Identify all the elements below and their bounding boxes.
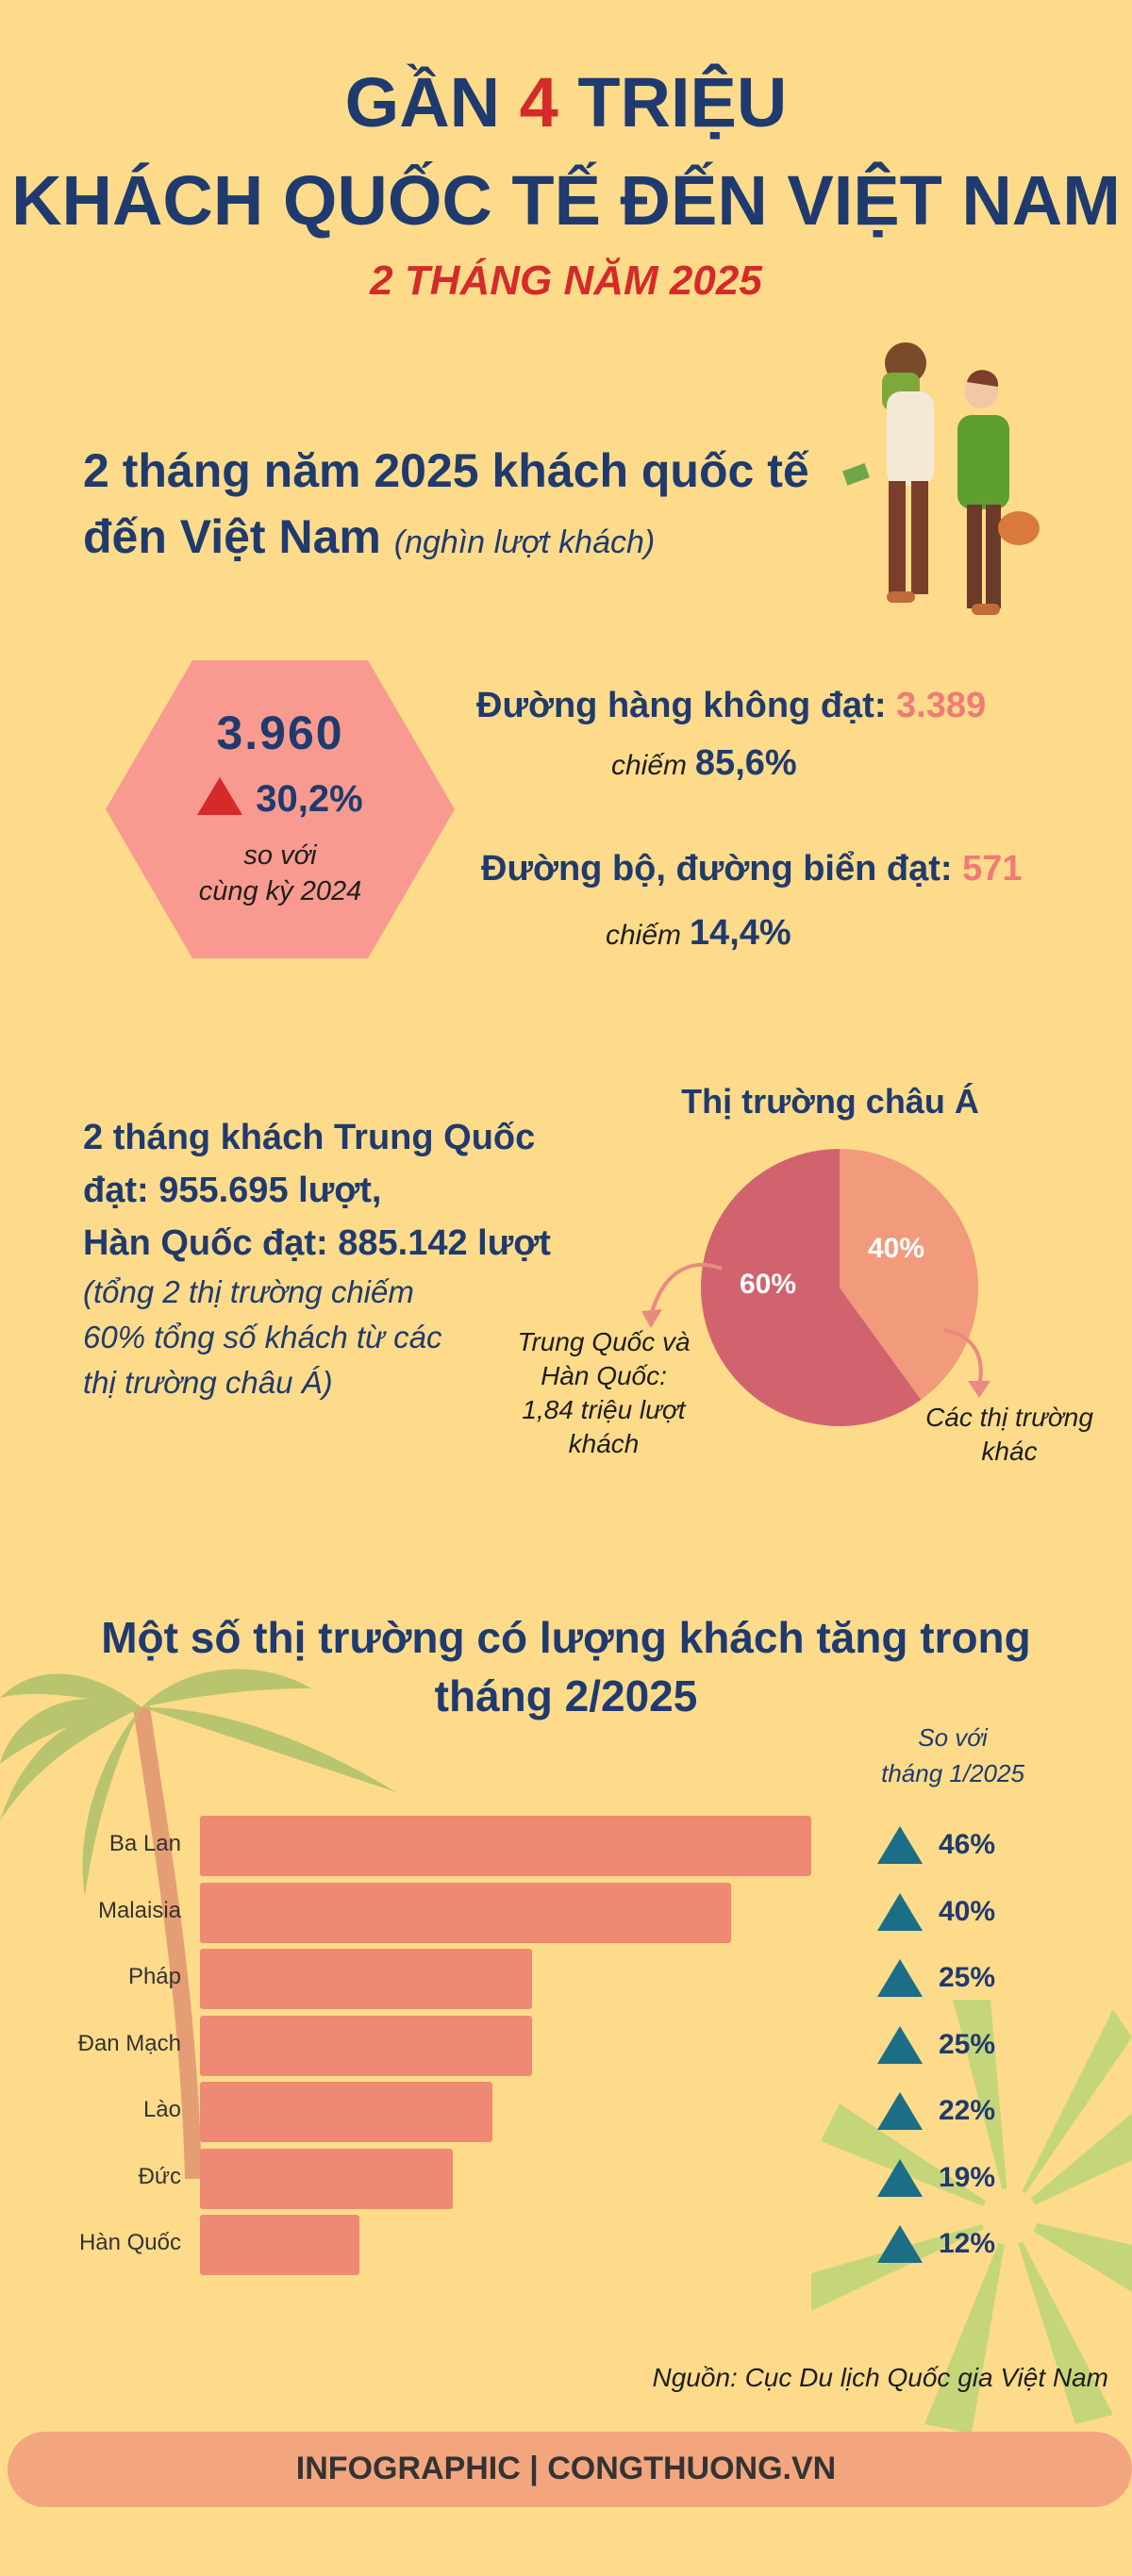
bar-category-label: Hàn Quốc	[78, 2230, 181, 2255]
section1-unit: (nghìn lượt khách)	[393, 524, 656, 560]
bar-category-label: Đan Mạch	[77, 2030, 181, 2056]
bar-category-label: Pháp	[127, 1964, 181, 1989]
air-value: 3.389	[896, 686, 987, 725]
bar-value-label: 12%	[939, 2228, 996, 2259]
land-sea-share-label: chiếm	[606, 920, 682, 951]
callout-main-line1: Trung Quốc và	[517, 1327, 691, 1356]
callout-main-line2: Hàn Quốc:	[541, 1361, 667, 1390]
callout-main-line4: khách	[568, 1429, 640, 1458]
land-sea-stat	[481, 849, 1023, 889]
footer-text: INFOGRAPHIC | CONGTHUONG.VN	[295, 2451, 837, 2486]
main-title-line2: KHÁCH QUỐC TẾ ĐẾN VIỆT NAM	[11, 161, 1121, 240]
section2-line2: đạt: 955.695 lượt,	[83, 1171, 382, 1210]
up-triangle-icon	[877, 1959, 923, 1997]
section2-line1: 2 tháng khách Trung Quốc	[83, 1118, 536, 1157]
compare-header-line1: So với	[918, 1723, 988, 1752]
section2-line3: Hàn Quốc đạt: 885.142 lượt	[83, 1223, 551, 1263]
subtitle: 2 THÁNG NĂM 2025	[370, 258, 762, 304]
pie-title: Thị trường châu Á	[681, 1082, 979, 1121]
total-value: 3.960	[216, 706, 344, 759]
growth-indicator	[106, 777, 455, 821]
bar-category-label: Lào	[142, 2097, 181, 2122]
section1-heading-line1: 2 tháng năm 2025 khách quốc tế	[83, 444, 809, 497]
bar-value-label: 40%	[939, 1895, 996, 1927]
bar-value-label: 19%	[939, 2161, 996, 2193]
palm-tree-icon	[0, 1651, 434, 2179]
air-label: Đường hàng không đạt:	[476, 686, 887, 725]
title-suffix: TRIỆU	[558, 63, 788, 141]
bar-6	[200, 2215, 359, 2275]
bar-category-label: Ba Lan	[108, 1831, 181, 1856]
compare-line2: cùng kỳ 2024	[198, 876, 362, 906]
pie-label-main: 60%	[740, 1269, 797, 1300]
bar-category-label: Malaisia	[97, 1897, 181, 1923]
growth-value: 30,2%	[256, 778, 363, 820]
callout-main	[500, 1325, 708, 1461]
bar-value-label: 46%	[939, 1829, 996, 1860]
up-triangle-icon	[877, 1826, 923, 1864]
up-triangle-icon	[877, 1893, 923, 1931]
callout-other-line1: Các thị trường	[925, 1403, 1093, 1432]
section1-heading-line2: đến Việt Nam	[83, 510, 381, 563]
callout-other-line2: khác	[981, 1437, 1038, 1466]
section2-text	[83, 1111, 551, 1270]
title-prefix: GẦN	[344, 63, 520, 141]
section2-note	[83, 1270, 441, 1405]
pie-label-other: 40%	[868, 1233, 925, 1264]
land-sea-label: Đường bộ, đường biển đạt:	[481, 849, 953, 889]
air-share-value: 85,6%	[694, 743, 797, 783]
compare-header-line2: tháng 1/2025	[881, 1759, 1024, 1787]
main-title-line1	[0, 63, 1132, 141]
bar-value-label: 25%	[939, 1962, 996, 1993]
travelers-illustration	[830, 335, 1057, 656]
compare-line1: so với	[243, 840, 317, 871]
section2-note-line3: thị trường châu Á)	[83, 1365, 333, 1400]
bar-value-label: 22%	[939, 2095, 996, 2126]
callout-main-line3: 1,84 triệu lượt	[522, 1395, 686, 1424]
land-sea-value: 571	[962, 849, 1023, 889]
up-triangle-icon	[197, 777, 242, 815]
section3-title-line2: tháng 2/2025	[434, 1671, 698, 1720]
compare-note	[106, 838, 455, 909]
callout-other	[906, 1401, 1113, 1469]
compare-header	[849, 1720, 1057, 1791]
title-highlight: 4	[519, 63, 558, 141]
section3-title-line1: Một số thị trường có lượng khách tăng trong	[101, 1613, 1031, 1662]
land-sea-share-value: 14,4%	[689, 913, 791, 953]
air-transport-stat	[476, 686, 986, 726]
air-share	[611, 743, 797, 784]
section1-heading	[83, 438, 838, 575]
section3-title	[0, 1608, 1132, 1725]
air-share-label: chiếm	[611, 750, 688, 781]
bar-value-label: 25%	[939, 2028, 996, 2060]
bar-category-label: Đức	[138, 2163, 181, 2189]
land-sea-share	[606, 913, 791, 954]
source-note: Nguồn: Cục Du lịch Quốc gia Việt Nam	[652, 2363, 1108, 2392]
section2-note-line1: (tổng 2 thị trường chiếm	[83, 1274, 414, 1309]
section2-note-line2: 60% tổng số khách từ các	[83, 1320, 442, 1354]
